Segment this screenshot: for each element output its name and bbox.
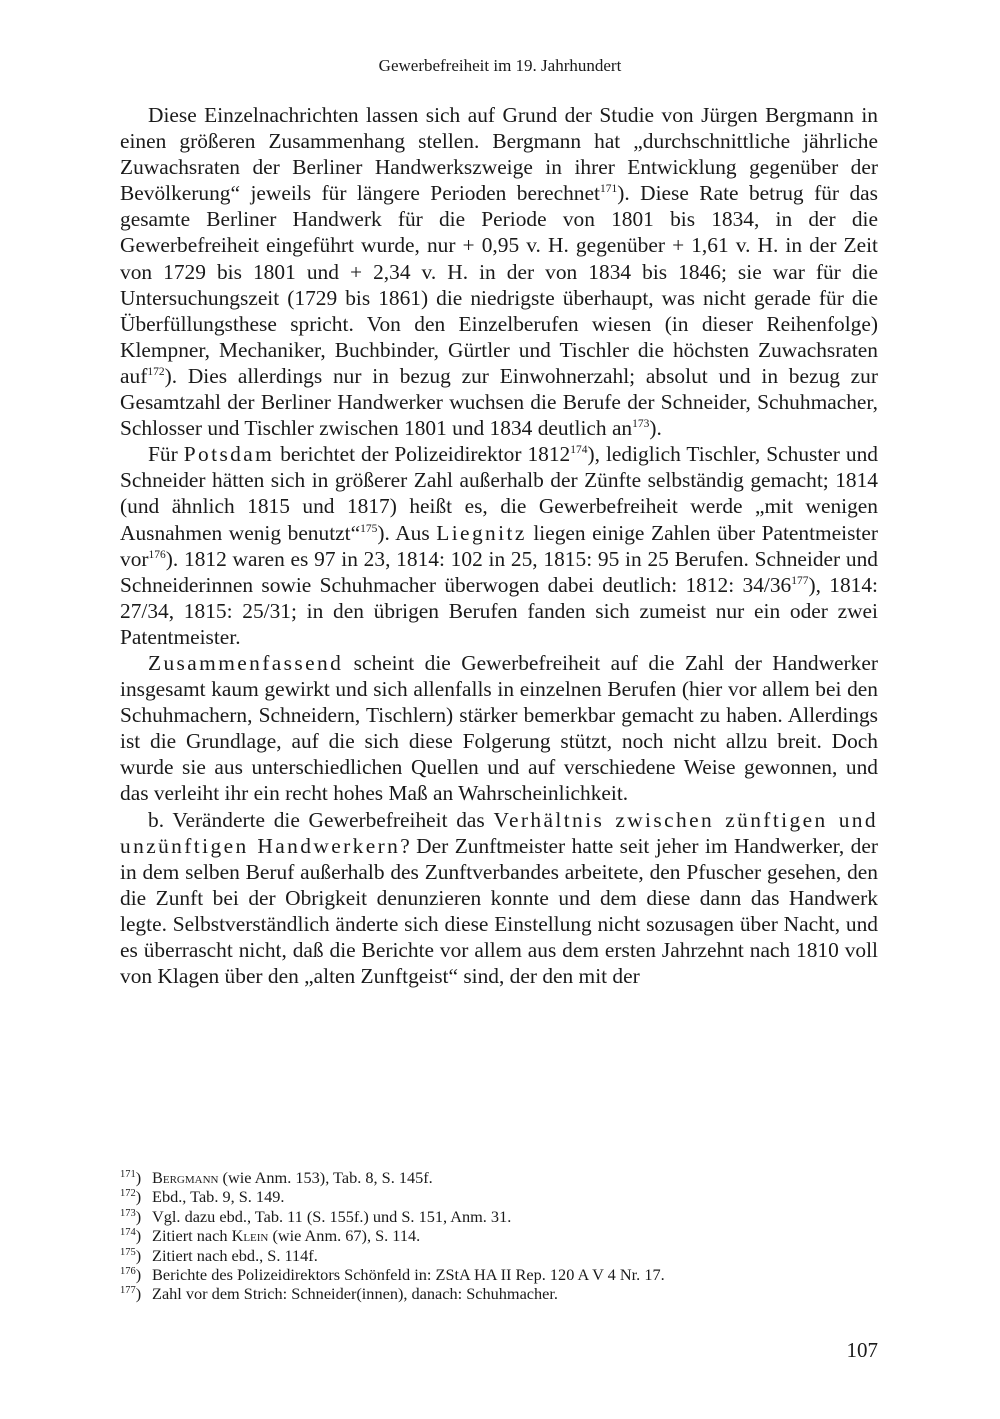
running-head: Gewerbefreiheit im 19. Jahrhundert <box>378 56 622 75</box>
author-name: Bergmann <box>152 1168 219 1187</box>
footnote: $^{171}$) Bergmann (wie Anm. 153), Tab. 8, S. 145f. <box>120 1168 433 1187</box>
footnote: $^{176}$) Berichte des Polizeidirektors Schönfeld in: ZStA HA II Rep. 120 A V 4 Nr. 17. <box>120 1265 665 1285</box>
footnote-number: 176 <box>120 1266 136 1278</box>
footnote-number: 175 <box>120 1246 136 1258</box>
footnote-ref[interactable]: 173 <box>632 418 650 431</box>
footnote: $^{172}$) Ebd., Tab. 9, S. 149. <box>120 1187 285 1207</box>
footnote-number: 174 <box>120 1227 136 1239</box>
footnote: $^{174}$) Zitiert nach Klein (wie Anm. 67), S. 114. <box>120 1226 421 1246</box>
spaced-emphasis: Potsdam <box>183 442 275 467</box>
footnote-number: 171 <box>120 1169 136 1180</box>
paragraph-1: Diese Einzelnachrichten lassen sich auf Grund der Studie von Jürgen Bergmann in einen größeren Zusammenhang stellen. Bergmann hat „durchschnittliche jährliche Zuwachsraten der Berliner Handwerkszweige in ihrer Entwicklung gegenüber der Bevölkerung“ jeweils für längere Perioden berechnet$^{171}$). Diese Rate betrug für das gesamte Berliner Handwerk für die Periode von 1801 bis 1834, in der die Gewerbefreiheit eingeführt wurde, nur + 0,95 v. H. gegenüber + 1,61 v. H. in der Zeit von 1729 bis 1801 und + 2,34 v. H. in der von 1834 bis 1846; sie war für die Untersuchungszeit (1729 bis 1861) die niedrigste überhaupt, was nicht gerade für die Überfüllungsthese spricht. Von den Einzelberufen wiesen (in dieser Reihenfolge) Klempner, Mechaniker, Buchbinder, Gürtler und Tischler die höchsten Zuwachsraten auf$^{172}$). Dies allerdings nur in bezug zur Einwohnerzahl; absolut und in bezug zur Gesamtzahl der Berliner Handwerker wuchsen die Berufe der Schneider, Schuhmacher, Schlosser und Tischler zwischen 1801 und 1834 deutlich $an^{173}$). <box>120 103 878 441</box>
footnote-number: 177 <box>120 1285 136 1297</box>
footnote-ref[interactable]: 174 <box>570 444 588 457</box>
footnote-number: 172 <box>120 1188 136 1200</box>
spaced-emphasis: Liegnitz <box>436 520 527 545</box>
footnote-ref[interactable]: 177 <box>791 574 809 587</box>
footnote: $^{175}$) Zitiert nach ebd., S. 114f. <box>120 1245 318 1265</box>
spaced-emphasis: Verhältnis zwischen zünftigen und unzünftigen Handwerkern <box>120 807 878 858</box>
footnote: $^{177}$) Zahl vor dem Strich: Schneider(innen), danach: Schuhmacher. <box>120 1284 558 1304</box>
footnotes <box>120 1168 880 1304</box>
paragraph-3: Zusammenfassend scheint die Gewerbefreiheit auf die Zahl der Handwerker insgesamt kaum gewirkt und sich allenfalls in einzelnen Berufen (hier vor allem bei den Schuhmachern, Schneidern, Tischlern) stärker bemerkbar gemacht zu haben. Allerdings ist die Grundlage, auf die sich diese Folgerung stützt, noch nicht allzu breit. Doch wurde sie aus unterschiedlichen Quellen und auf verschiedene Weise gewonnen, und das verleiht ihr ein recht hohes Maß an Wahrscheinlichkeit. <box>120 650 878 806</box>
page-number: 107 <box>846 1338 878 1362</box>
paragraph-2: Für Potsdam berichtet der Polizeidirektor 1812$^{174}$), lediglich Tischler, Schuster und Schneider hätten sich in größerer Zahl außerhalb der Zünfte selbständig gemacht; 1814 (und ähnlich 1815 und 1817) heißt es, die Gewerbefreiheit werde „mit wenigen Ausnahmen wenig benutzt“$^{175}$). Aus Liegnitz liegen einige Zahlen über Patentmeister vor$^{176}$). 1812 waren es 97 in 23, 1814: 102 in 25, 1815: 95 in 25 Berufen. Schneider und Schneiderinnen sowie Schuhmacher überwogen dabei deutlich: 1812: $34/36^{177}$), 1814: 27/34, 1815: 25/31; in den übrigen Berufen fanden sich zumeist nur ein oder zwei Patentmeister. <box>120 442 878 649</box>
footnote-ref[interactable]: 175 <box>360 522 378 535</box>
footnote-ref[interactable]: 172 <box>147 365 165 378</box>
footnote-ref[interactable]: 176 <box>148 548 166 561</box>
author-name: Klein <box>231 1226 269 1246</box>
footnote-ref[interactable]: 171 <box>599 183 618 196</box>
paragraph-4: b. Veränderte die Gewerbefreiheit das Verhältnis zwischen zünftigen und unzünftigen Handwerkern? Der Zunftmeister hatte seit jeher im Handwerker, der in dem selben Beruf außerhalb des Zunftverbandes arbeitete, den Pfuscher gesehen, den die Zunft bei der Obrigkeit denunzieren konnte und dem diese dann das Handwerk legte. Selbstverständlich änderte sich diese Einstellung nicht sozusagen über Nacht, und es überrascht nicht, daß die Berichte vor allem aus dem ersten Jahrzehnt nach 1810 voll von Klagen über den „alten Zunftgeist“ sind, der den mit der <box>120 807 878 989</box>
footnote: $^{173}$) Vgl. dazu ebd., Tab. 11 (S. 155f.) und S. 151, Anm. 31. <box>120 1206 512 1226</box>
footnote-number: 173 <box>120 1207 136 1219</box>
body-text <box>120 102 878 989</box>
spaced-emphasis: Zusammenfassend <box>148 650 344 675</box>
